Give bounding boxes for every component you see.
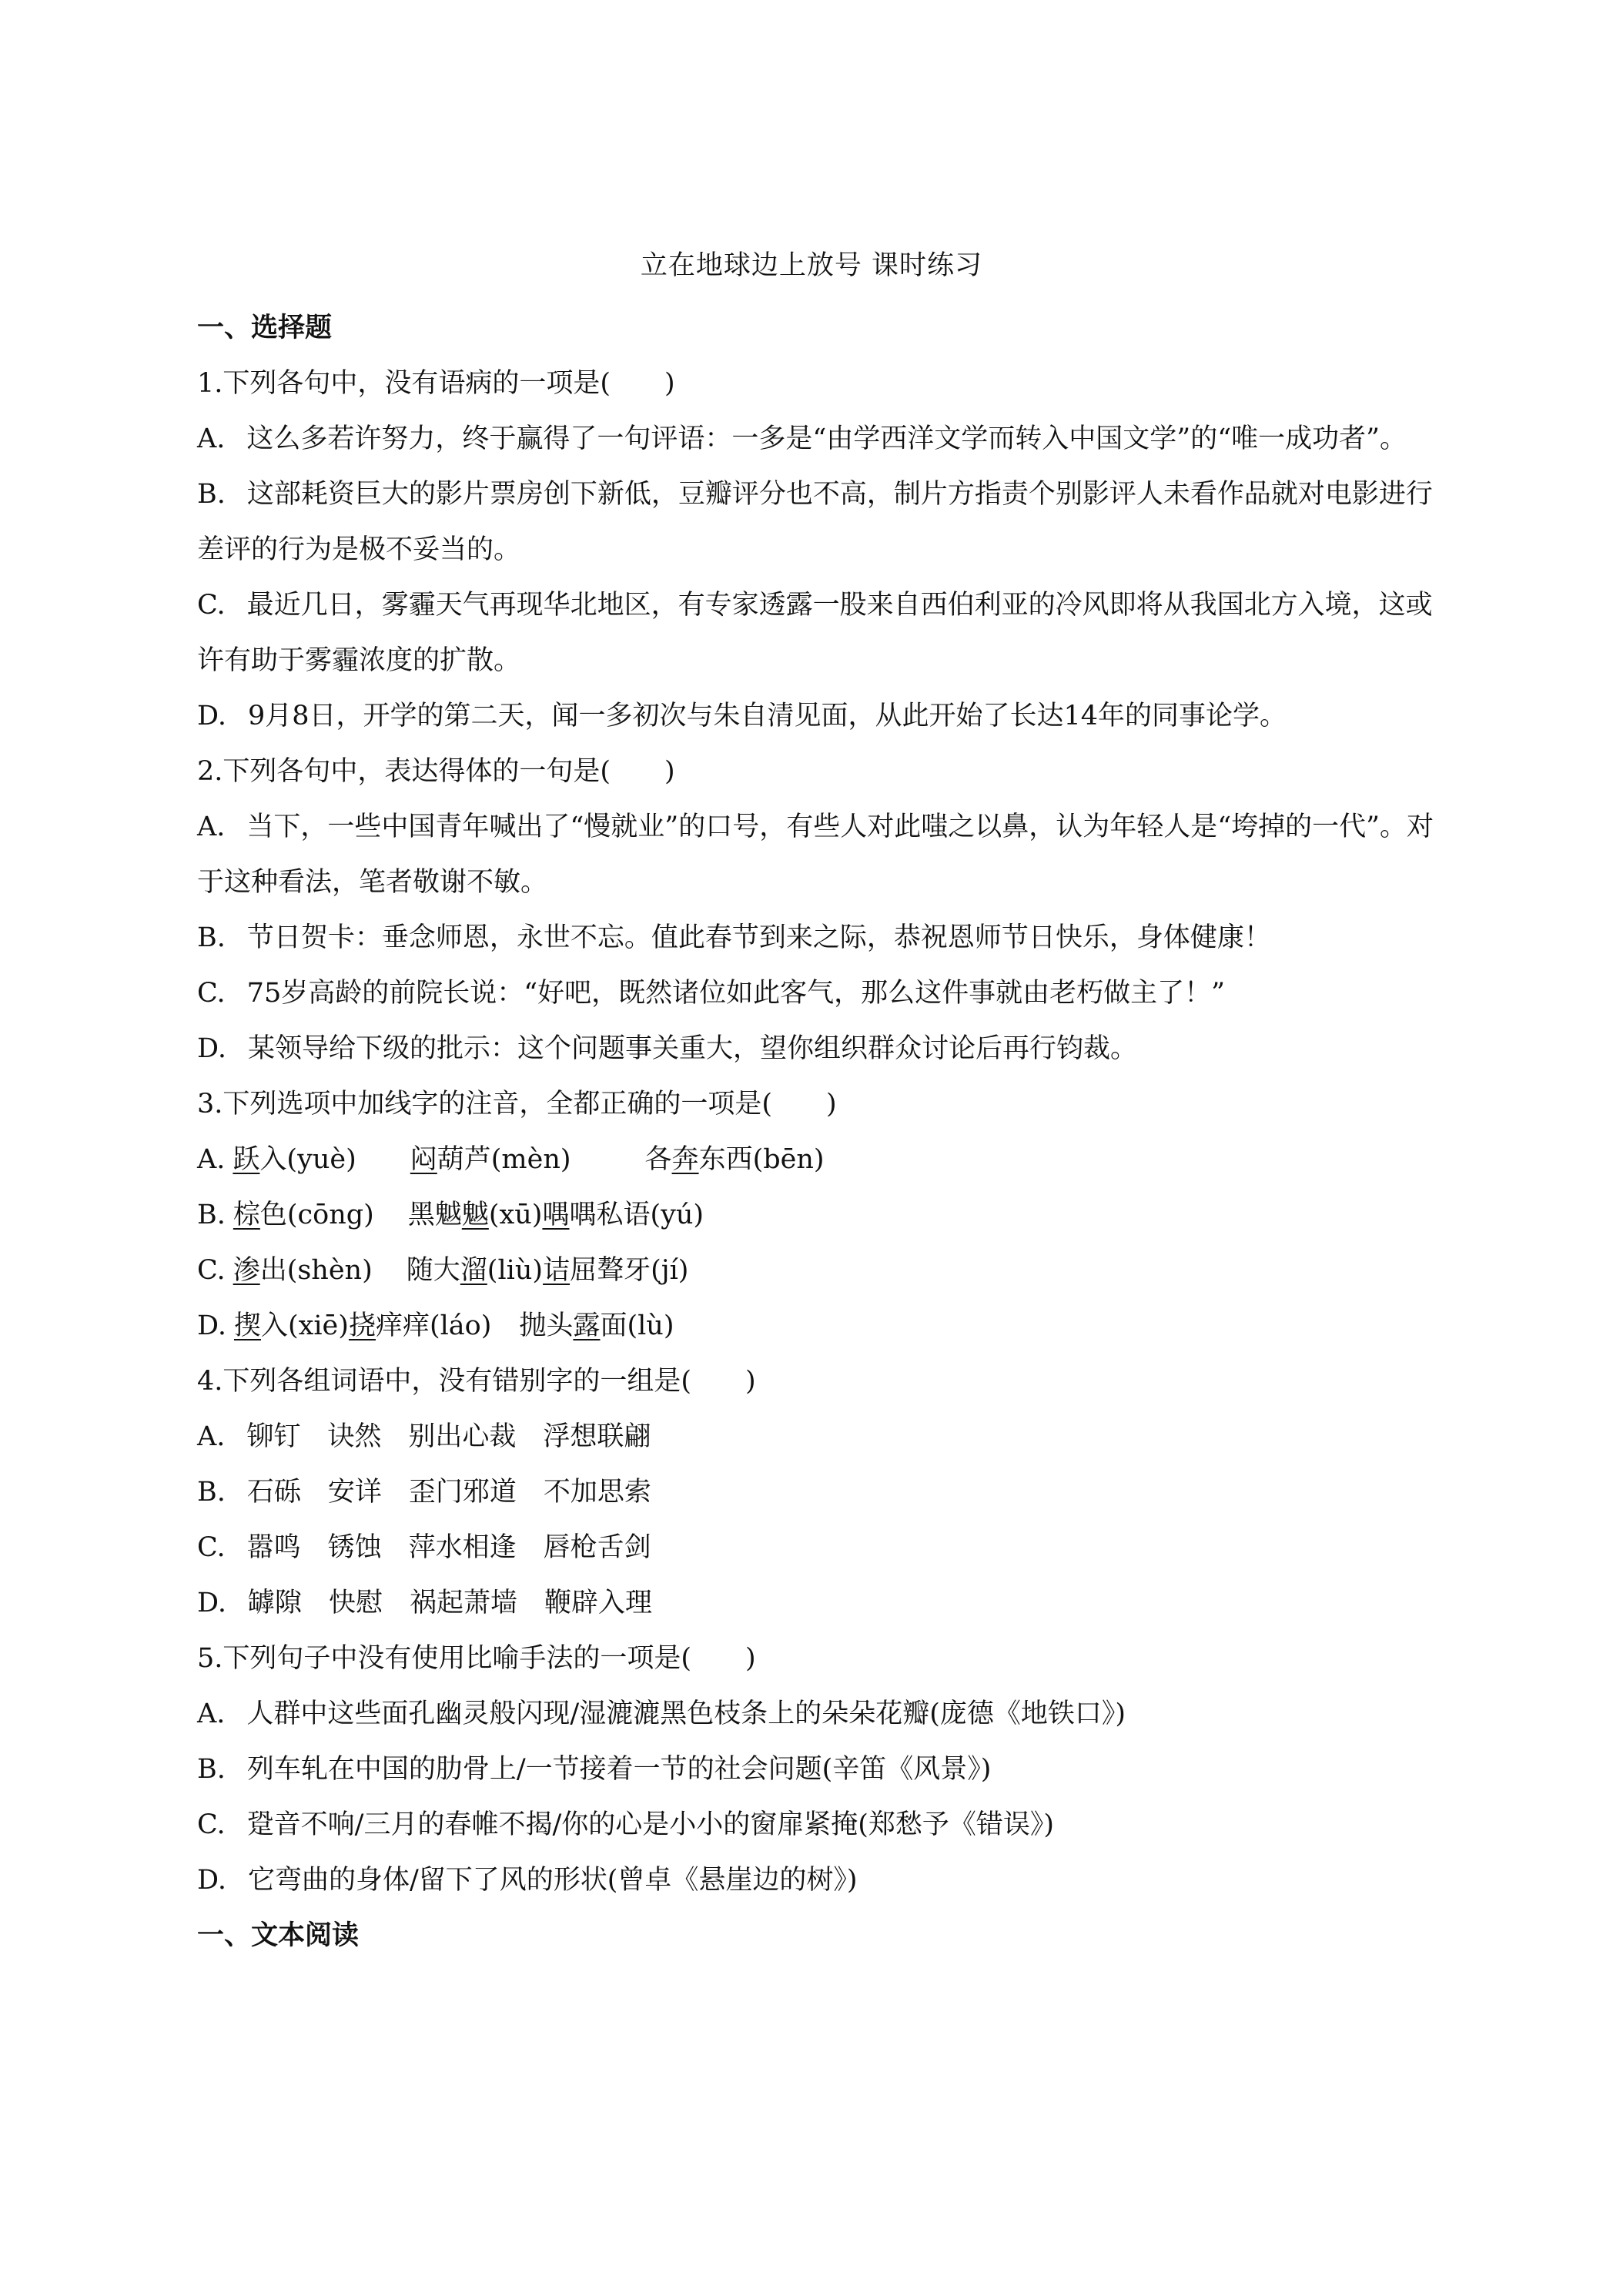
option-letter: B. — [197, 479, 226, 510]
section-heading-reading: 一、文本阅读 — [197, 1919, 360, 1951]
underlined-char: 溜 — [460, 1255, 487, 1286]
question-1-option-b — [197, 467, 1437, 577]
option-letter: A. — [197, 1144, 226, 1175]
option-letter: A. — [197, 1421, 226, 1452]
option-text: 这么多若许努力，终于赢得了一句评语：一多是“由学西洋文学而转入中国文学”的“唯一成功者”。 — [246, 423, 1407, 454]
option-text: 某领导给下级的批示：这个问题事关重大，望你组织群众讨论后再行钧裁。 — [247, 1033, 1137, 1064]
option-letter: A. — [197, 1699, 226, 1729]
option-text: 9月8日，开学的第二天，闻一多初次与朱自清见面，从此开始了长达14年的同事论学。 — [247, 701, 1287, 731]
question-4-option-d — [197, 1575, 1437, 1631]
question-5-option-b — [197, 1742, 1437, 1797]
option-letter: B. — [197, 1754, 226, 1785]
question-1-option-a — [197, 411, 1437, 467]
option-fragment: 色(cōng) — [259, 1200, 374, 1230]
option-text: 最近几日，雾霾天气再现华北地区，有专家透露一股来自西伯利亚的冷风即将从我国北方入境，这或许有助于雾霾浓度的扩散。 — [197, 590, 1433, 676]
option-text: 节日贺卡：垂念师恩，永世不忘。值此春节到来之际，恭祝恩师节日快乐，身体健康！ — [246, 922, 1271, 953]
option-fragment: 喁私语(yú) — [569, 1200, 704, 1230]
question-3-stem: 3.下列选项中加线字的注音，全都正确的一项是( ) — [197, 1089, 837, 1120]
option-letter: A. — [197, 812, 226, 842]
question-2-option-a — [197, 799, 1437, 910]
question-4-option-c — [197, 1520, 1437, 1575]
option-letter: B. — [197, 1200, 226, 1230]
question-1-option-c — [197, 577, 1437, 688]
option-letter: C. — [197, 1809, 226, 1840]
question-1-option-d — [197, 688, 1437, 744]
question-4-option-a — [197, 1409, 1437, 1464]
underlined-char: 渗 — [233, 1255, 260, 1286]
question-3-option-a — [197, 1132, 1437, 1187]
option-text: 75岁高龄的前院长说：“好吧，既然诸位如此客气，那么这件事就由老朽做主了！” — [246, 978, 1225, 1009]
option-letter: D. — [197, 1865, 226, 1896]
question-3-option-b — [197, 1187, 1437, 1243]
option-fragment: 黑魆 — [407, 1200, 462, 1230]
option-text: 石砾 安详 歪门邪道 不加思索 — [246, 1477, 651, 1508]
option-fragment: 东西(bēn) — [698, 1144, 825, 1175]
option-letter: C. — [197, 978, 226, 1009]
question-5-option-c — [197, 1797, 1437, 1853]
underlined-char: 魆 — [461, 1200, 489, 1230]
option-fragment: 入(yuè) — [259, 1144, 356, 1175]
option-fragment: 面(lù) — [600, 1310, 674, 1341]
underlined-char: 挠 — [348, 1310, 376, 1341]
option-letter: B. — [197, 1477, 226, 1508]
option-text: 这部耗资巨大的影片票房创下新低，豆瓣评分也不高，制片方指责个别影评人未看作品就对电影进行差评的行为是极不妥当的。 — [197, 479, 1433, 565]
underlined-char: 喁 — [542, 1200, 570, 1230]
section-heading-choice: 一、选择题 — [197, 312, 333, 343]
option-text: 跫音不响/三月的春帷不揭/你的心是小小的窗扉紧掩(郑愁予《错误》) — [246, 1809, 1055, 1840]
option-text: 当下，一些中国青年喊出了“慢就业”的口号，有些人对此嗤之以鼻，认为年轻人是“垮掉的一代”。对于这种看法，笔者敬谢不敏。 — [197, 812, 1434, 898]
underlined-char: 闷 — [410, 1144, 437, 1175]
question-3-option-d — [197, 1298, 1437, 1354]
question-2-option-b — [197, 910, 1437, 966]
option-text: 嚣鸣 锈蚀 萍水相逢 唇枪舌剑 — [246, 1532, 651, 1563]
question-2-option-d — [197, 1021, 1437, 1076]
option-letter: C. — [197, 590, 226, 621]
question-3-option-c — [197, 1243, 1437, 1298]
option-fragment: (xū) — [488, 1200, 543, 1230]
option-fragment: 出(shèn) — [259, 1255, 373, 1286]
option-fragment: 葫芦(mèn) — [437, 1144, 571, 1175]
option-letter: C. — [197, 1255, 226, 1286]
underlined-char: 露 — [573, 1310, 601, 1341]
option-fragment: 入(xiē) — [260, 1310, 349, 1341]
option-letter: D. — [197, 1033, 226, 1064]
option-text: 人群中这些面孔幽灵般闪现/湿漉漉黑色枝条上的朵朵花瓣(庞德《地铁口》) — [246, 1699, 1126, 1729]
question-1-stem: 1.下列各句中，没有语病的一项是( ) — [197, 368, 675, 399]
option-fragment: 随大 — [406, 1255, 460, 1286]
question-2-stem: 2.下列各句中，表达得体的一句是( ) — [197, 756, 675, 787]
question-2-option-c — [197, 966, 1437, 1021]
document-content — [197, 300, 1437, 1963]
option-text: 列车轧在中国的肋骨上/一节接着一节的社会问题(辛笛《风景》) — [246, 1754, 992, 1785]
question-5-option-a — [197, 1686, 1437, 1742]
option-text: 它弯曲的身体/留下了风的形状(曾卓《悬崖边的树》) — [247, 1865, 858, 1896]
option-fragment: 抛头 — [519, 1310, 574, 1341]
option-letter: C. — [197, 1532, 226, 1563]
page-title: 立在地球边上放号 课时练习 — [640, 250, 983, 281]
underlined-char: 奔 — [671, 1144, 699, 1175]
question-5-option-d — [197, 1853, 1437, 1908]
underlined-char: 跃 — [233, 1144, 260, 1175]
option-letter: D. — [197, 1588, 226, 1618]
option-letter: B. — [197, 922, 226, 953]
option-letter: D. — [197, 1310, 226, 1341]
question-4-option-b — [197, 1464, 1437, 1520]
option-text: 罅隙 快慰 祸起萧墙 鞭辟入理 — [247, 1588, 652, 1618]
underlined-char: 揳 — [233, 1310, 261, 1341]
option-fragment: 痒痒(láo) — [375, 1310, 492, 1341]
option-fragment: 屈聱牙(jí) — [570, 1255, 689, 1286]
underlined-char: 棕 — [233, 1200, 260, 1230]
question-4-stem: 4.下列各组词语中，没有错别字的一组是( ) — [197, 1366, 756, 1397]
question-5-stem: 5.下列句子中没有使用比喻手法的一项是( ) — [197, 1643, 756, 1674]
option-letter: D. — [197, 701, 226, 731]
option-text: 铆钉 诀然 别出心裁 浮想联翩 — [246, 1421, 651, 1452]
option-fragment: 各 — [644, 1144, 672, 1175]
option-letter: A. — [197, 423, 226, 454]
option-fragment: (liù) — [487, 1255, 544, 1286]
underlined-char: 诘 — [543, 1255, 571, 1286]
